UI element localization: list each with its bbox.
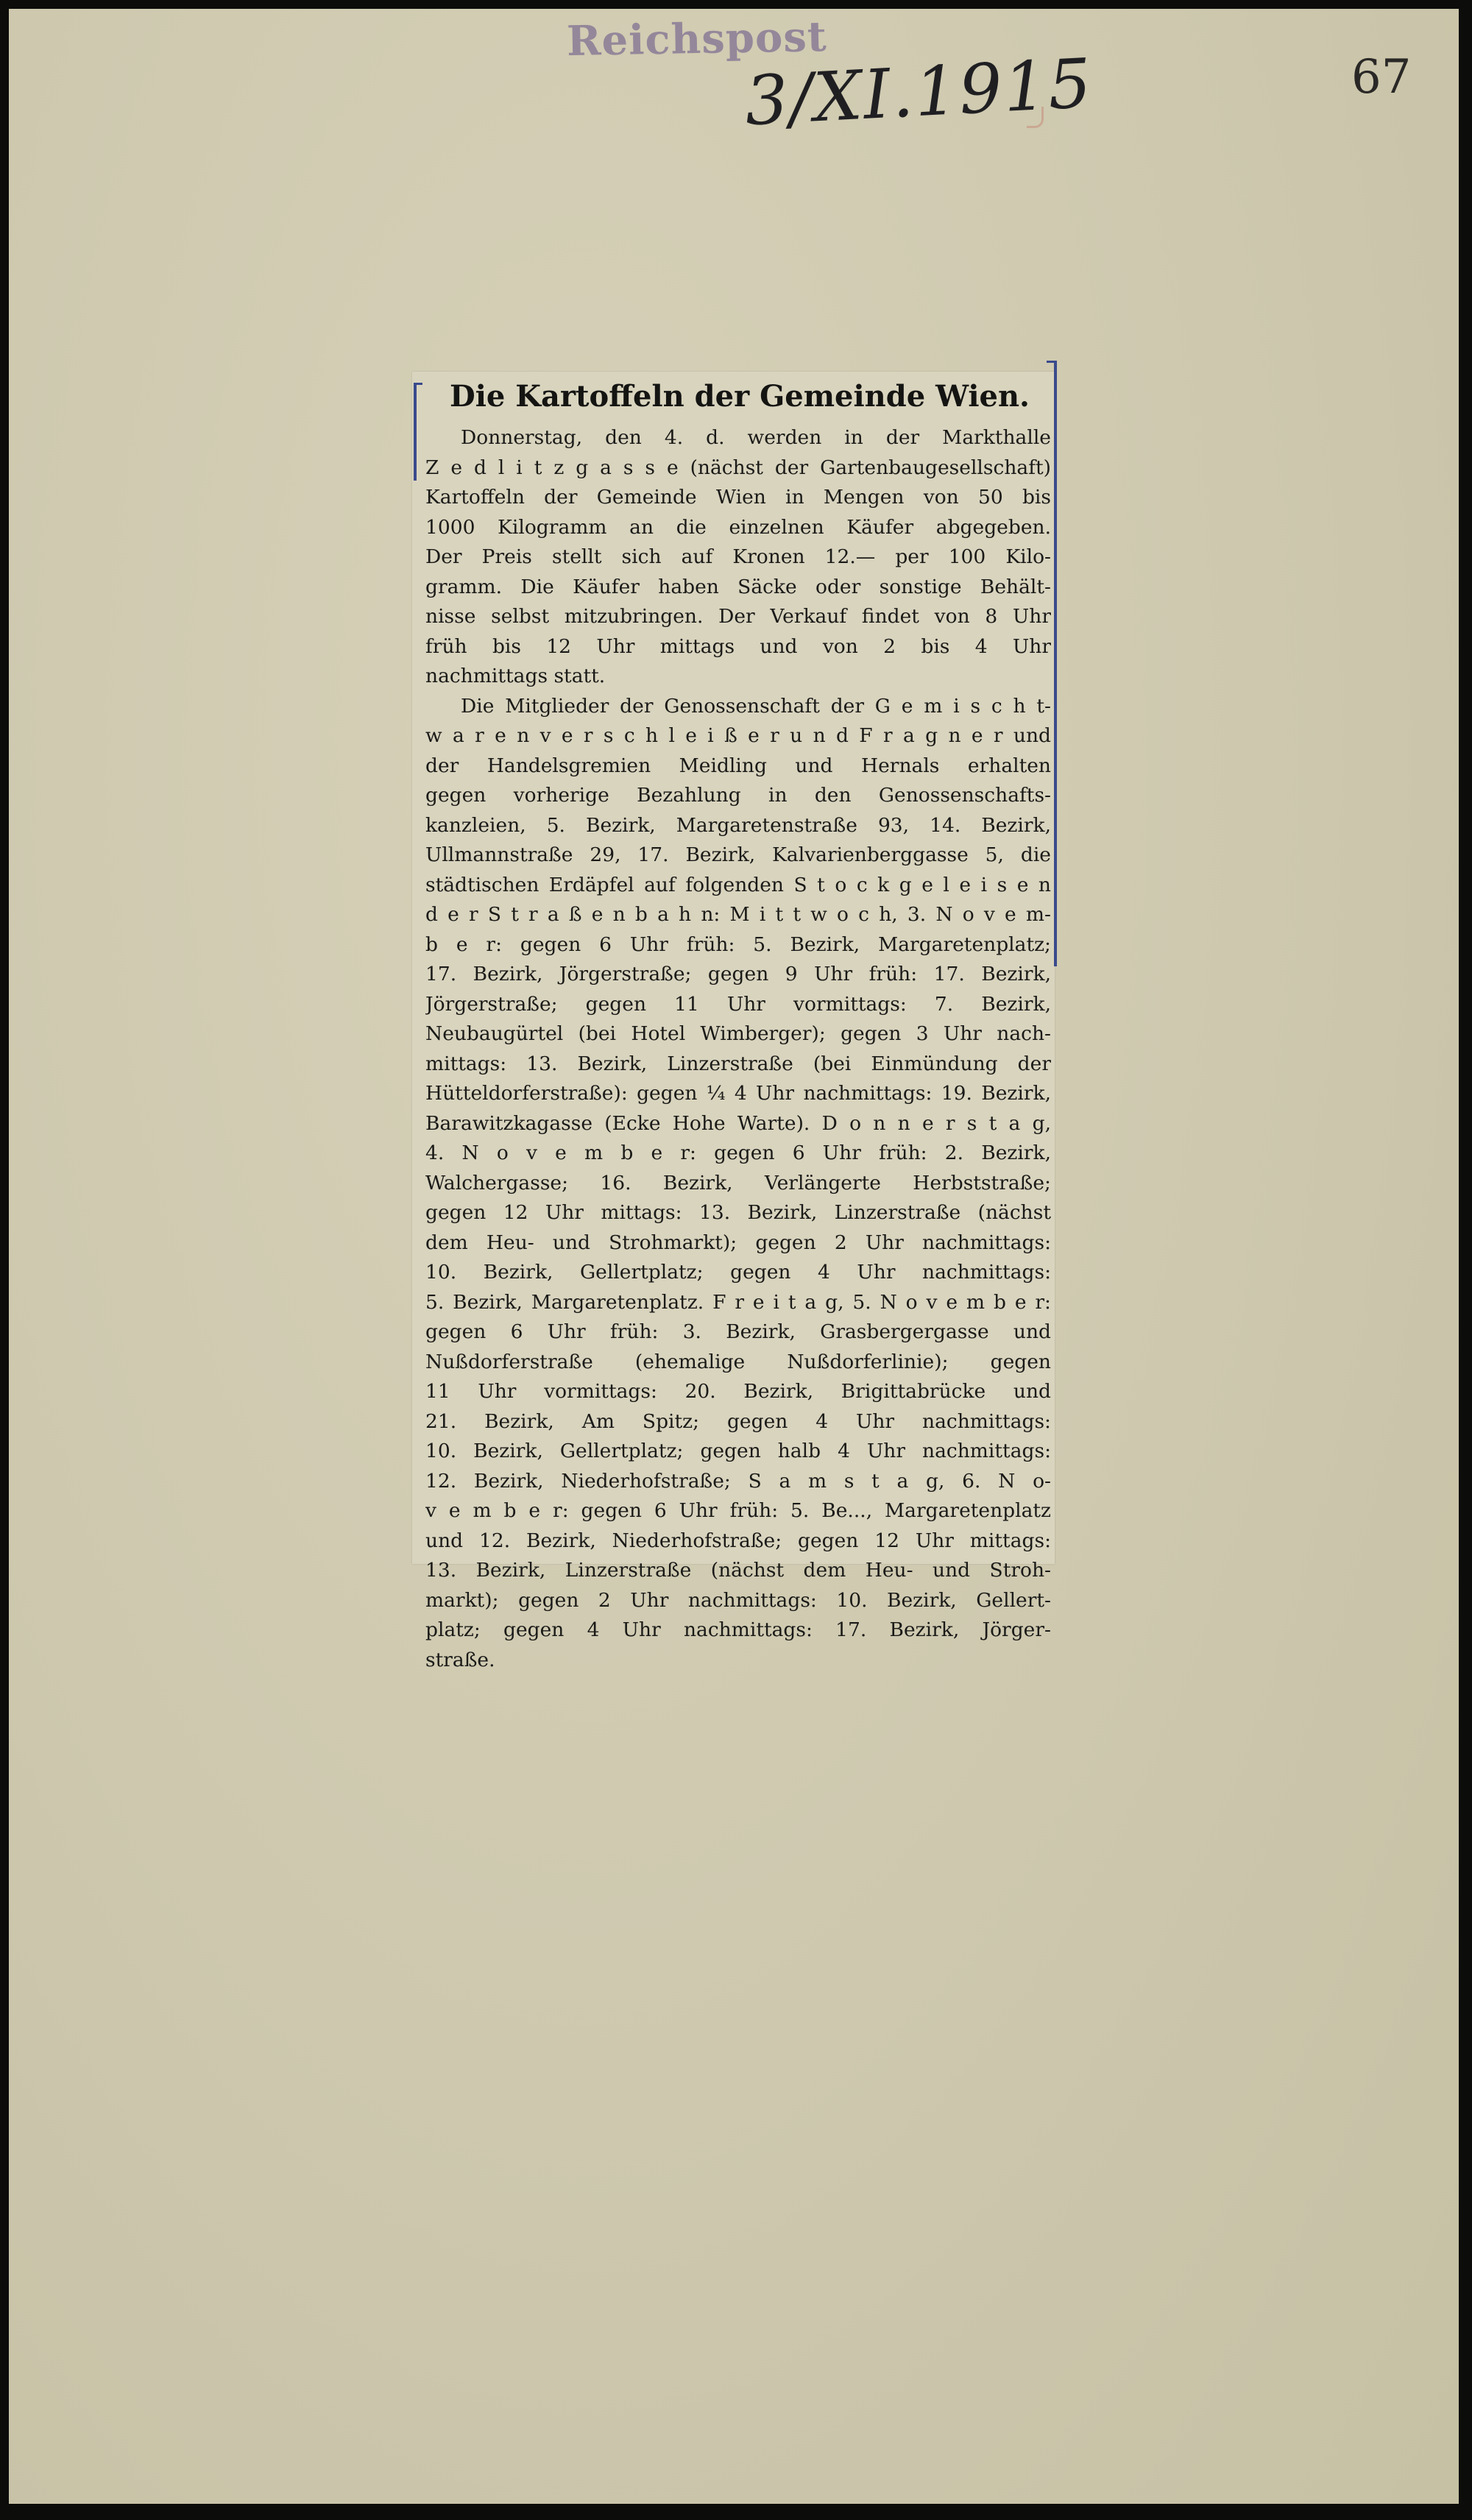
article-line: städtischen Erdäpfel auf folgenden S t o c k g e l e i s e n xyxy=(425,873,1051,896)
article-title: Die Kartoffeln der Gemeinde Wien. xyxy=(450,379,1030,414)
article-line: 12. Bezirk, Niederhofstraße; S a m s t a g, 6. N o- xyxy=(425,1469,1051,1493)
article-line: Kartoffeln der Gemeinde Wien in Mengen von 50 bis xyxy=(425,486,1051,509)
article-line: gegen vorherige Bezahlung in den Genossenschafts- xyxy=(425,784,1051,807)
article-line: und 12. Bezirk, Niederhofstraße; gegen 12 Uhr mittags: xyxy=(425,1529,1051,1552)
article-line: markt); gegen 2 Uhr nachmittags: 10. Bezirk, Gellert- xyxy=(425,1588,1051,1612)
reichspost-stamp: Reichspost xyxy=(566,12,828,66)
article-line: 4. N o v e m b e r: gegen 6 Uhr früh: 2. Bezirk, xyxy=(425,1142,1051,1164)
article-line: Ullmannstraße 29, 17. Bezirk, Kalvarienberggasse 5, die xyxy=(425,843,1051,866)
article-body xyxy=(425,423,1051,1675)
article-line: gegen 6 Uhr früh: 3. Bezirk, Grasbergergasse und xyxy=(425,1320,1051,1343)
article-line: Donnerstag, den 4. d. werden in der Markthalle xyxy=(461,426,1051,449)
article-line: d e r S t r a ß e n b a h n: M i t t w o c h, 3. N o v e m- xyxy=(425,903,1051,926)
article-line: kanzleien, 5. Bezirk, Margaretenstraße 93, 14. Bezirk, xyxy=(425,813,1051,837)
article-line: Jörgerstraße; gegen 11 Uhr vormittags: 7. Bezirk, xyxy=(425,992,1051,1016)
article-line: nachmittags statt. xyxy=(425,665,606,687)
pencil-mark-icon xyxy=(1027,107,1044,128)
article-line: gramm. Die Käufer haben Säcke oder sonstige Behält- xyxy=(425,575,1051,598)
article-line: dem Heu- und Strohmarkt); gegen 2 Uhr nachmittags: xyxy=(425,1231,1051,1254)
handwritten-date: 3/XI.1915 xyxy=(743,43,1095,141)
article-line: Hütteldorferstraße): gegen ¼ 4 Uhr nachmittags: 19. Bezirk, xyxy=(425,1082,1051,1105)
article-line: Der Preis stellt sich auf Kronen 12.— per 100 Kilo- xyxy=(425,545,1051,568)
article-line: Nußdorferstraße (ehemalige Nußdorferlinie); gegen xyxy=(425,1350,1051,1373)
article-line: straße. xyxy=(425,1648,495,1671)
article-line: 21. Bezirk, Am Spitz; gegen 4 Uhr nachmittags: xyxy=(425,1409,1051,1433)
article-line: 11 Uhr vormittags: 20. Bezirk, Brigittabrücke und xyxy=(425,1380,1051,1403)
article-line: b e r: gegen 6 Uhr früh: 5. Bezirk, Margaretenplatz; xyxy=(425,932,1051,956)
page-number: 67 xyxy=(1351,50,1412,105)
article-line: w a r e n v e r s c h l e i ß e r u n d F r a g n e r und xyxy=(425,724,1051,747)
article-line: Neubaugürtel (bei Hotel Wimberger); gegen 3 Uhr nach- xyxy=(425,1022,1051,1045)
article-line: 5. Bezirk, Margaretenplatz. F r e i t a g, 5. N o v e m b e r: xyxy=(425,1290,1051,1314)
article-line: früh bis 12 Uhr mittags und von 2 bis 4 Uhr xyxy=(425,634,1051,658)
article-line: Die Mitglieder der Genossenschaft der G e m i s c h t- xyxy=(461,694,1051,718)
article-line: 17. Bezirk, Jörgerstraße; gegen 9 Uhr früh: 17. Bezirk, xyxy=(425,963,1051,985)
article-line: 10. Bezirk, Gellertplatz; gegen 4 Uhr nachmittags: xyxy=(425,1261,1051,1284)
article-line: Barawitzkagasse (Ecke Hohe Warte). D o n n e r s t a g, xyxy=(425,1111,1051,1135)
article-line: platz; gegen 4 Uhr nachmittags: 17. Bezirk, Jörger- xyxy=(425,1618,1051,1641)
article-line: gegen 12 Uhr mittags: 13. Bezirk, Linzerstraße (nächst xyxy=(425,1201,1051,1224)
blue-pencil-bracket-left xyxy=(414,383,422,481)
article-line: der Handelsgremien Meidling und Hernals erhalten xyxy=(425,754,1051,777)
article-line: 13. Bezirk, Linzerstraße (nächst dem Heu- und Stroh- xyxy=(425,1559,1051,1582)
article-line: v e m b e r: gegen 6 Uhr früh: 5. Be..., Margaretenplatz xyxy=(425,1499,1051,1522)
article-line: 10. Bezirk, Gellertplatz; gegen halb 4 Uhr nachmittags: xyxy=(425,1440,1051,1462)
article-line: Z e d l i t z g a s s e (nächst der Gartenbaugesellschaft) xyxy=(425,456,1051,479)
article-line: mittags: 13. Bezirk, Linzerstraße (bei Einmündung der xyxy=(425,1052,1051,1075)
article-line: Walchergasse; 16. Bezirk, Verlängerte Herbststraße; xyxy=(425,1171,1051,1194)
article-line: nisse selbst mitzubringen. Der Verkauf findet von 8 Uhr xyxy=(425,605,1051,628)
article-line: 1000 Kilogramm an die einzelnen Käufer abgegeben. xyxy=(425,515,1051,539)
